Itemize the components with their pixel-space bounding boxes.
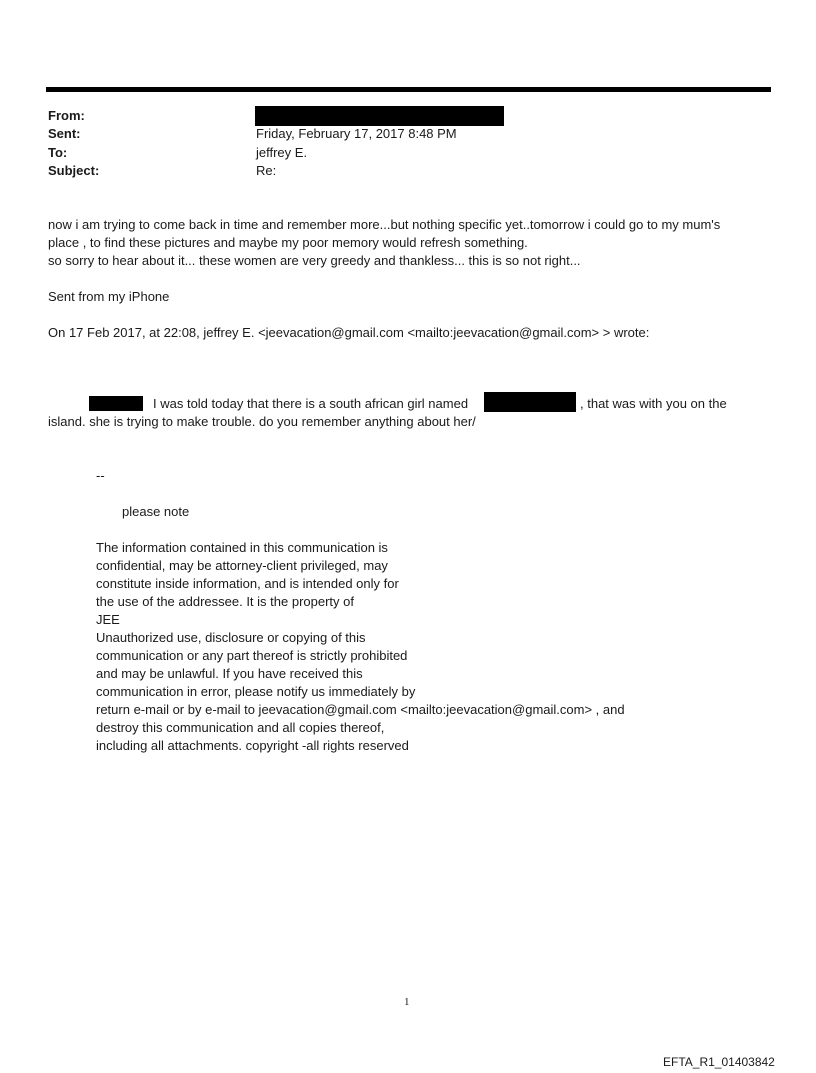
please-note: please note bbox=[122, 504, 190, 519]
quote-intro: On 17 Feb 2017, at 22:08, jeffrey E. <jeevacation@gmail.com <mailto:jeevacation@gmail.com> > wrote: bbox=[48, 325, 650, 340]
quoted-line-1a: I was told today that there is a south african girl named bbox=[153, 396, 469, 411]
disclaimer-line: and may be unlawful. If you have received this bbox=[96, 666, 363, 681]
disclaimer-line: The information contained in this communication is bbox=[96, 540, 388, 555]
subject-value: Re: bbox=[256, 163, 277, 178]
disclaimer-line: confidential, may be attorney-client privileged, may bbox=[96, 558, 388, 573]
redacted-name-1 bbox=[89, 396, 143, 411]
header-rule bbox=[46, 87, 771, 92]
disclaimer-line: Unauthorized use, disclosure or copying of this bbox=[96, 630, 366, 645]
quoted-line-2: island. she is trying to make trouble. do you remember anything about her/ bbox=[48, 414, 476, 429]
redacted-sender bbox=[255, 106, 504, 126]
disclaimer-line: return e-mail or by e-mail to jeevacation@gmail.com <mailto:jeevacation@gmail.com> , and bbox=[96, 702, 625, 717]
disclaimer-line: communication or any part thereof is strictly prohibited bbox=[96, 648, 408, 663]
disclaimer-line: including all attachments. copyright -all rights reserved bbox=[96, 738, 409, 753]
page-number: 1 bbox=[404, 996, 410, 1008]
disclaimer-line: communication in error, please notify us immediately by bbox=[96, 684, 416, 699]
disclaimer-line: JEE bbox=[96, 612, 120, 627]
to-value: jeffrey E. bbox=[256, 145, 308, 160]
from-label: From: bbox=[48, 108, 85, 123]
body-line-3: so sorry to hear about it... these women are very greedy and thankless... this is so not right... bbox=[48, 253, 581, 268]
disclaimer-line: constitute inside information, and is intended only for bbox=[96, 576, 399, 591]
to-label: To: bbox=[48, 145, 68, 160]
sent-label: Sent: bbox=[48, 126, 81, 141]
redacted-name-2 bbox=[484, 392, 576, 412]
disclaimer-line: the use of the addressee. It is the property of bbox=[96, 594, 354, 609]
document-id: EFTA_R1_01403842 bbox=[663, 1055, 775, 1069]
body-line-2: place , to find these pictures and maybe my poor memory would refresh something. bbox=[48, 235, 528, 250]
subject-label: Subject: bbox=[48, 163, 100, 178]
disclaimer-line: destroy this communication and all copies thereof, bbox=[96, 720, 385, 735]
signature: Sent from my iPhone bbox=[48, 289, 170, 304]
signature-separator: -- bbox=[96, 468, 105, 483]
quoted-line-1b: , that was with you on the bbox=[580, 396, 727, 411]
body-line-1: now i am trying to come back in time and remember more...but nothing specific yet..tomorrow i could go to my mum's bbox=[48, 217, 721, 232]
sent-value: Friday, February 17, 2017 8:48 PM bbox=[256, 126, 457, 141]
